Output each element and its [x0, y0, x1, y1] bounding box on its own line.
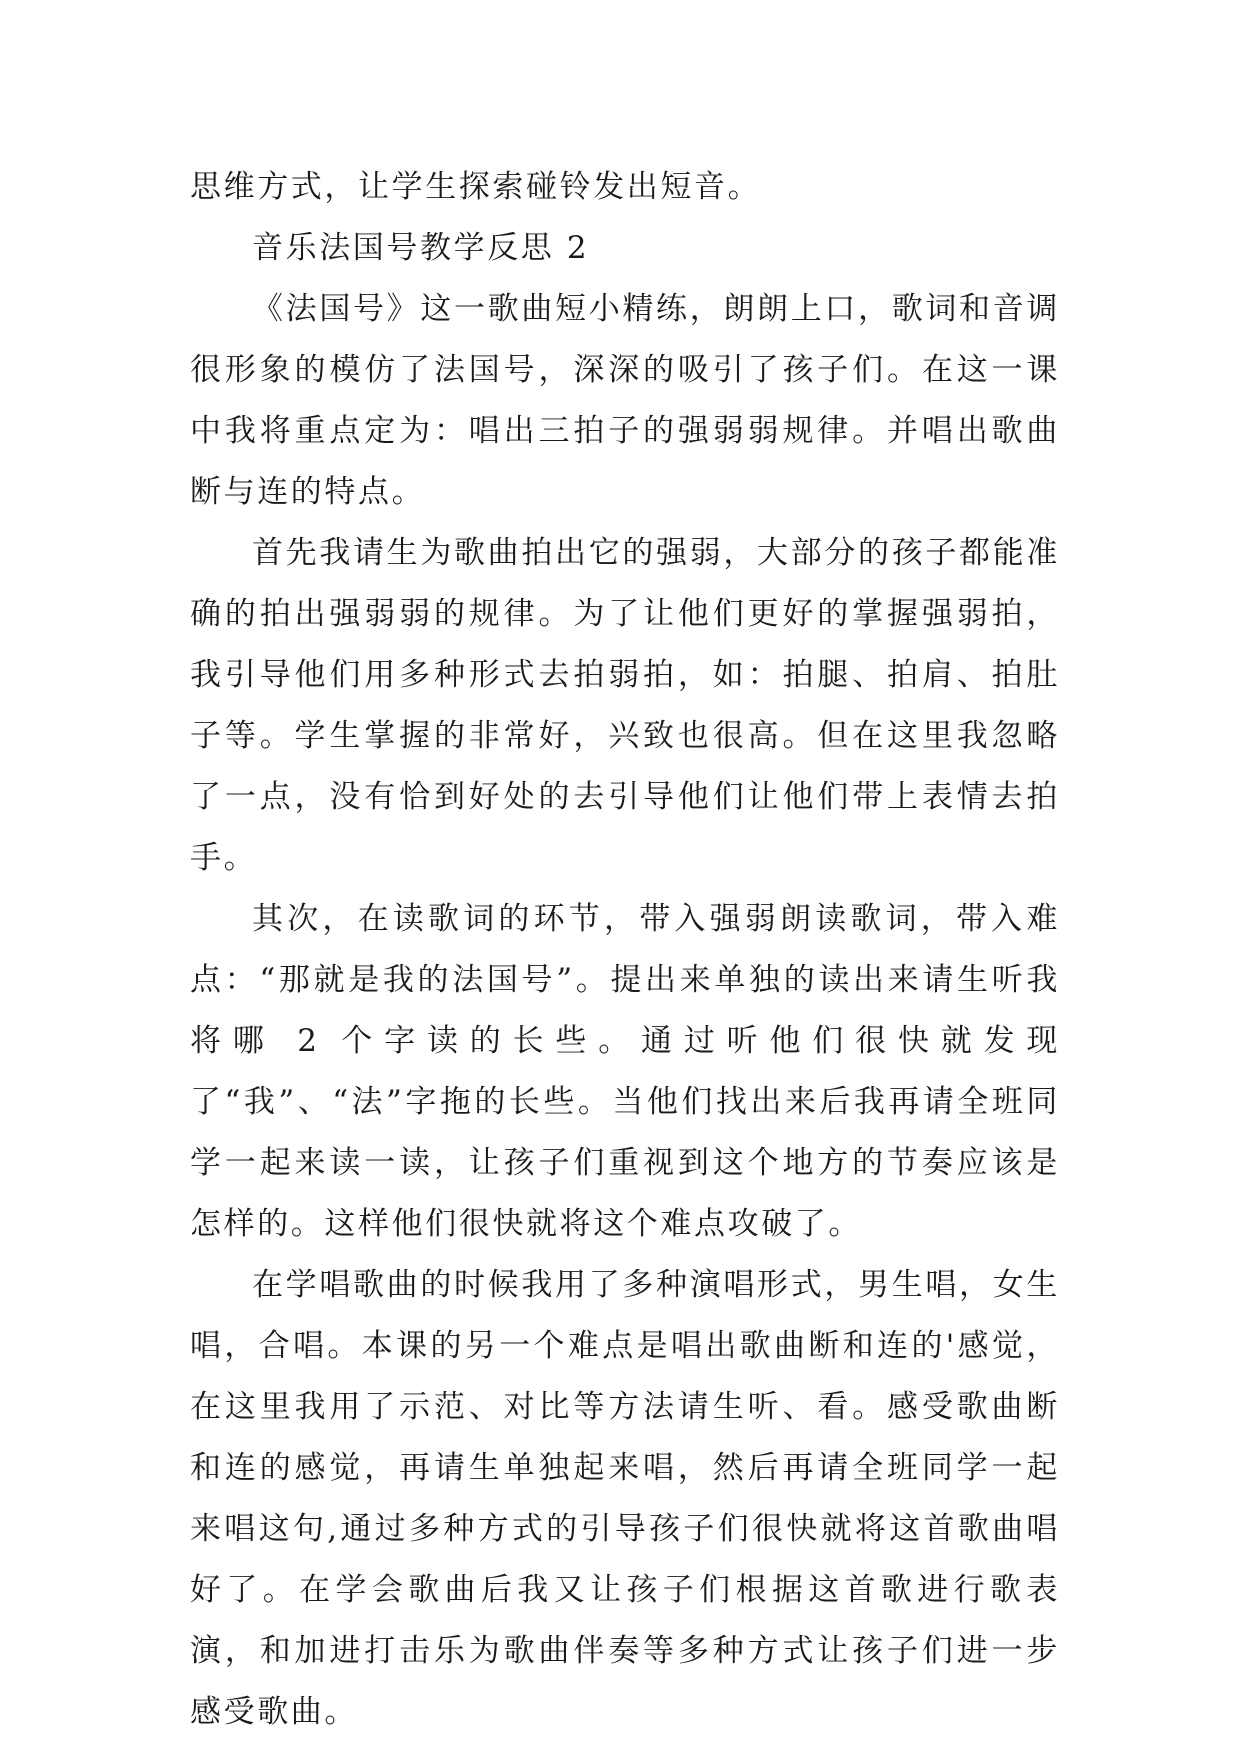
document-body — [190, 157, 1060, 1743]
body-paragraph-3: 其次，在读歌词的环节，带入强弱朗读歌词，带入难点：“那就是我的法国号”。提出来单独的读出来请生听我将哪 2 个字读的长些。通过听他们很快就发现了“我”、“法”字拖的长些。当他们找出来后我再请全班同学一起来读一读，让孩子们重视到这个地方的节奏应该是怎样的。这样他们很快就将这个难点攻破了。 — [190, 901, 1060, 1242]
continuation-paragraph: 思维方式，让学生探索碰铃发出短音。 — [190, 169, 762, 205]
section-title: 音乐法国号教学反思 2 — [252, 230, 590, 266]
body-paragraph-4: 在学唱歌曲的时候我用了多种演唱形式，男生唱，女生唱，合唱。本课的另一个难点是唱出歌曲断和连的'感觉，在这里我用了示范、对比等方法请生听、看。感受歌曲断和连的感觉，再请生单独起来唱，然后再请全班同学一起来唱这句,通过多种方式的引导孩子们很快就将这首歌曲唱好了。在学会歌曲后我又让孩子们根据这首歌进行歌表演，和加进打击乐为歌曲伴奏等多种方式让孩子们进一步感受歌曲。 — [190, 1267, 1060, 1730]
body-paragraph-2: 首先我请生为歌曲拍出它的强弱，大部分的孩子都能准确的拍出强弱弱的规律。为了让他们更好的掌握强弱拍，我引导他们用多种形式去拍弱拍，如：拍腿、拍肩、拍肚子等。学生掌握的非常好，兴致也很高。但在这里我忽略了一点，没有恰到好处的去引导他们让他们带上表情去拍手。 — [190, 535, 1060, 876]
body-paragraph-1: 《法国号》这一歌曲短小精练，朗朗上口，歌词和音调很形象的模仿了法国号，深深的吸引了孩子们。在这一课中我将重点定为：唱出三拍子的强弱弱规律。并唱出歌曲断与连的特点。 — [190, 291, 1060, 510]
